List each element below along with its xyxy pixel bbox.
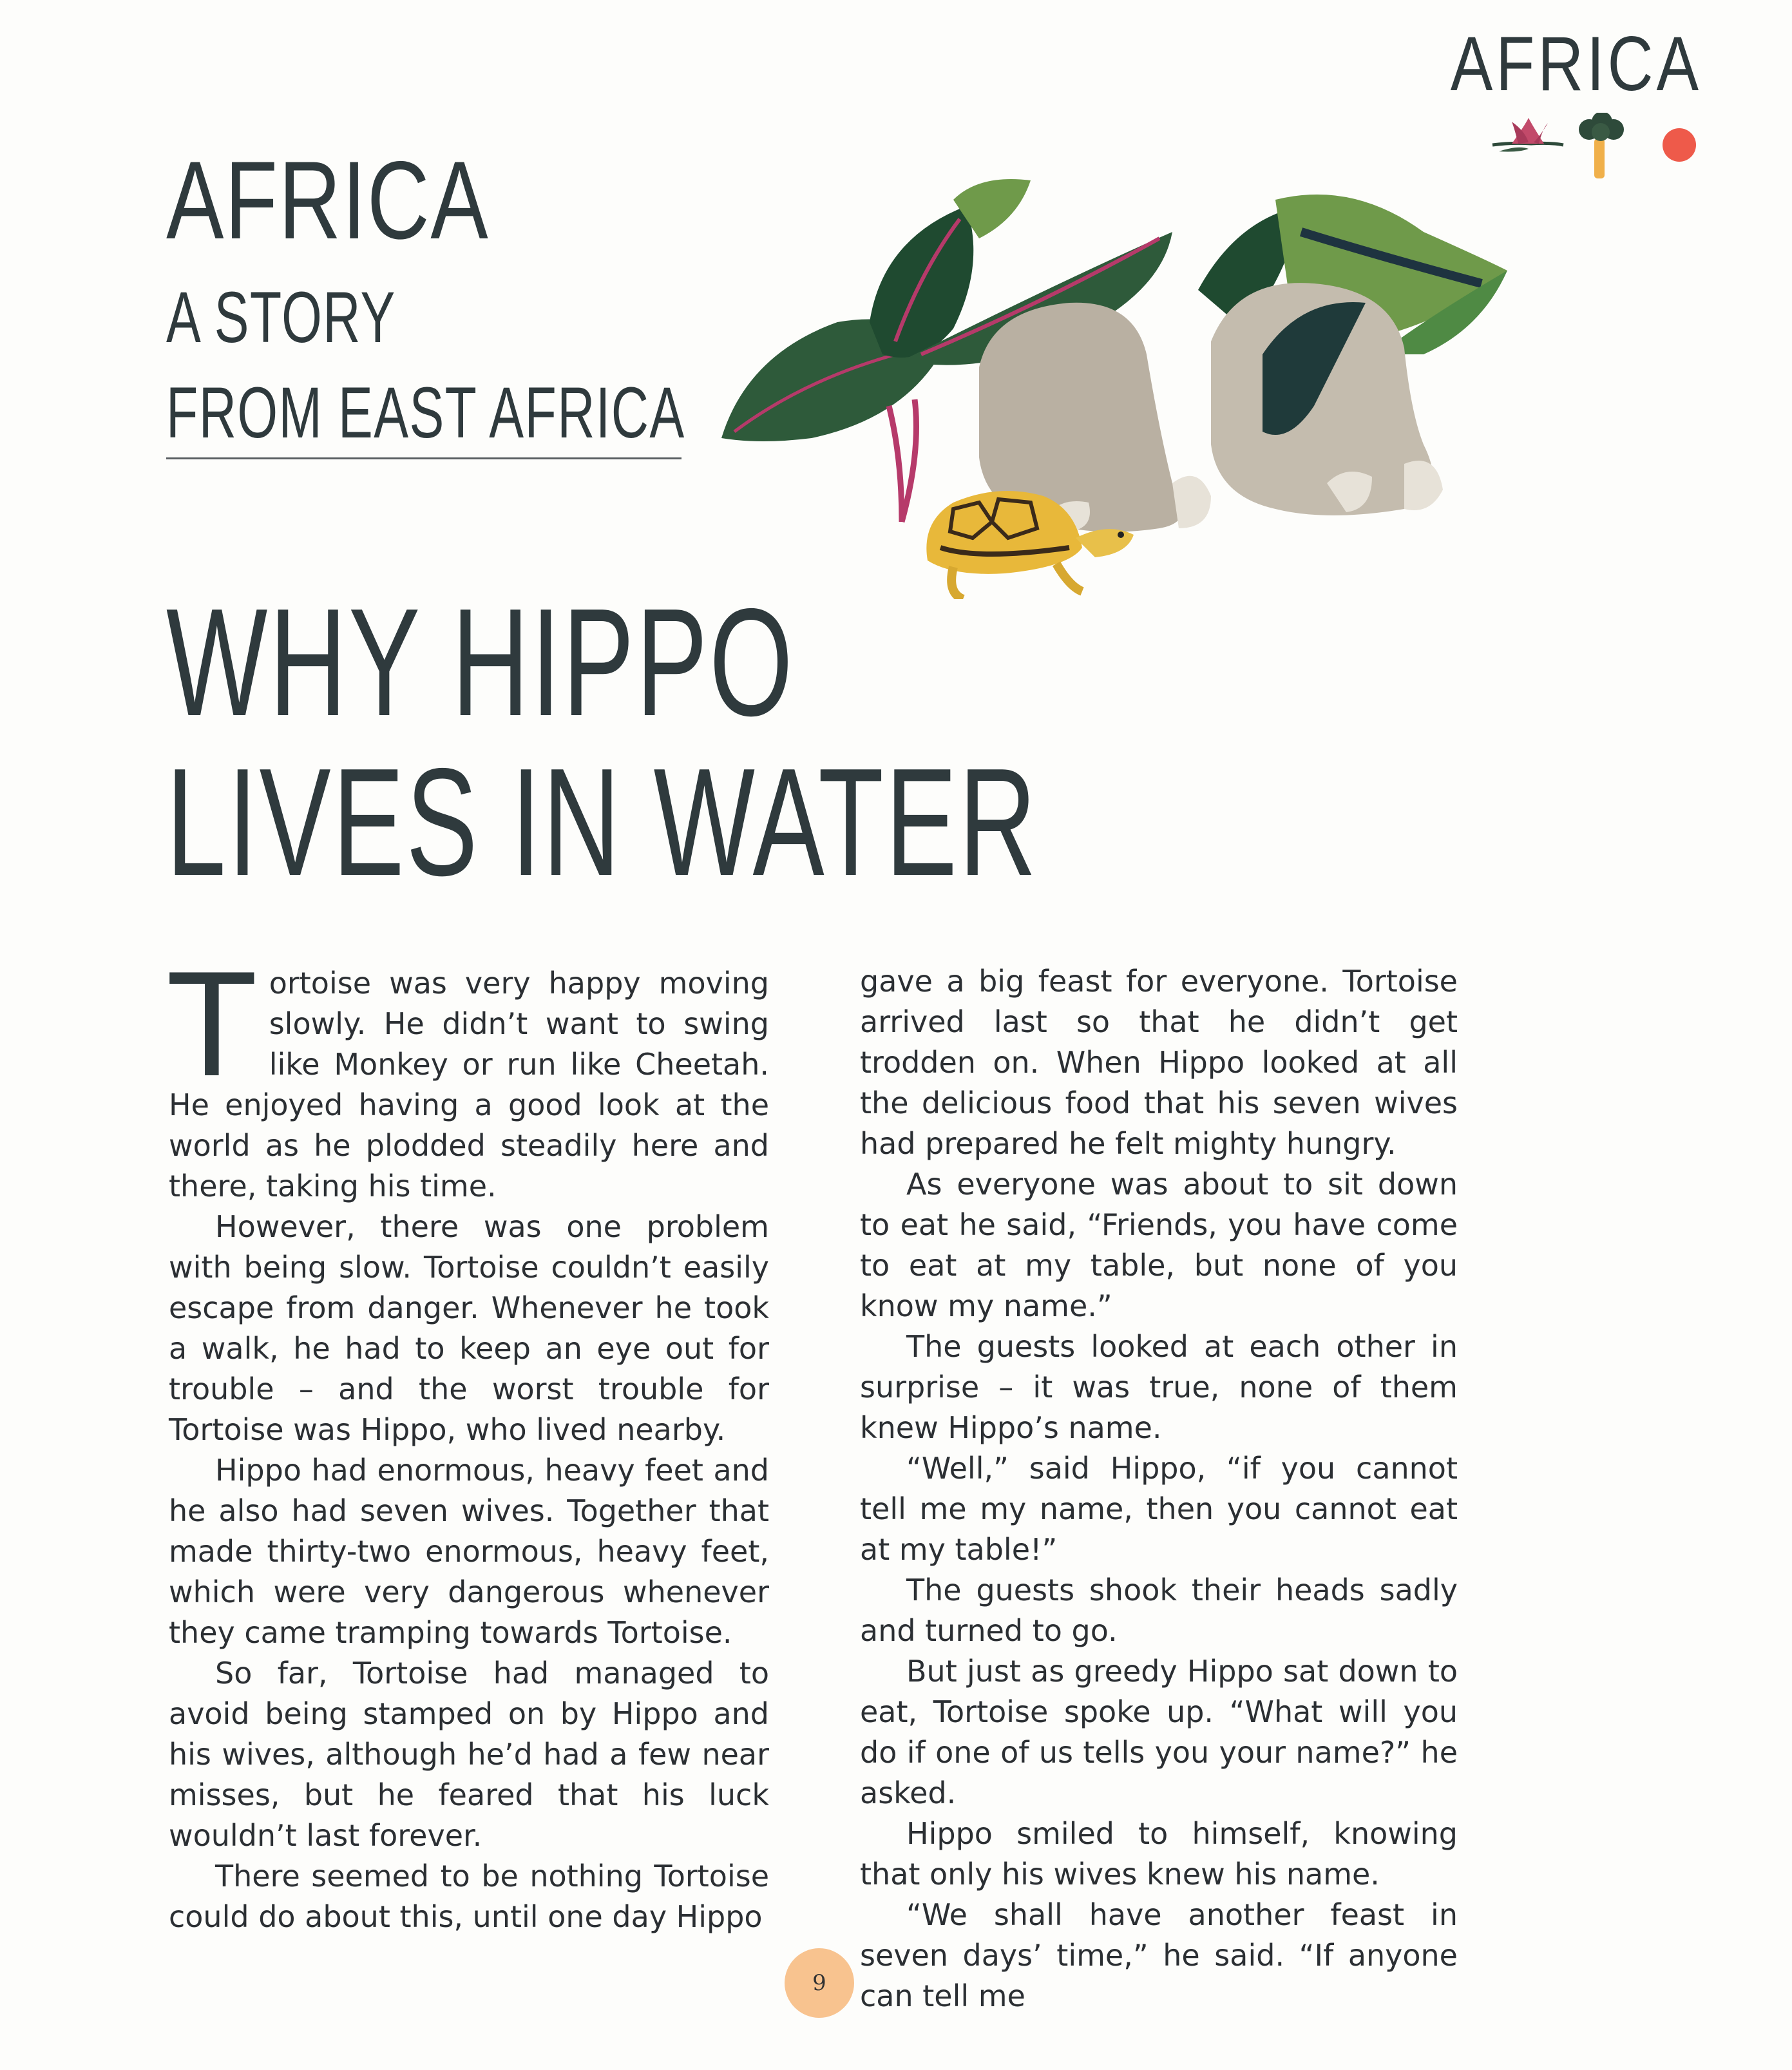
hippo-feet-tortoise-illustration (709, 161, 1559, 599)
story-title-line-2: LIVES IN WATER (166, 737, 1038, 908)
paragraph: The guests looked at each other in surprise – it was true, none of them knew Hippo’s name. (860, 1329, 1458, 1445)
paragraph (166, 941, 769, 1207)
flower-icon (1492, 118, 1563, 152)
story-header (166, 139, 685, 453)
paragraph: However, there was one problem with being slow. Tortoise couldn’t easily escape from danger. Whenever he took a walk, he had to keep an eye out for trouble – and the worst trouble for Tortoise was Hippo, who lived nearby. (169, 1209, 769, 1447)
paragraph: There seemed to be nothing Tortoise could do about this, until one day Hippo (169, 1859, 769, 1934)
tree-icon (1579, 113, 1624, 178)
story-title-line-1: WHY HIPPO (166, 577, 795, 748)
paragraph: “We shall have another feast in seven days’ time,” he said. “If anyone can tell me (860, 1897, 1458, 2013)
paragraph: Hippo had enormous, heavy feet and he also had seven wives. Together that made thirty-two enormous, heavy feet, which were very dangerous whenever they came tramping towards Tortoise. (169, 1453, 769, 1650)
corner-section-label: AFRICA (1450, 21, 1702, 107)
header-divider (166, 457, 682, 459)
sun-dot-icon (1663, 128, 1696, 162)
subtitle-line-2: FROM EAST AFRICA (166, 372, 685, 453)
paragraph-text: ortoise was very happy moving slowly. He didn’t want to swing like Monkey or run like Cheetah. He enjoyed having a good look at the world as he plodded steadily here and there, taking his time. (169, 966, 769, 1203)
paragraph: The guests shook their heads sadly and turned to go. (860, 1573, 1458, 1648)
hippo-feet (979, 283, 1443, 532)
page-number: 9 (785, 1948, 854, 2018)
paragraph: But just as greedy Hippo sat down to eat, Tortoise spoke up. “What will you do if one of us tells you your name?” he asked. (860, 1654, 1458, 1810)
drop-cap: T (166, 941, 258, 1107)
paragraph: Hippo smiled to himself, knowing that only his wives knew his name. (860, 1816, 1458, 1892)
left-text-column (166, 941, 769, 1937)
paragraph: “Well,” said Hippo, “if you cannot tell me my name, then you cannot eat at my table!” (860, 1451, 1458, 1567)
continent-title: AFRICA (166, 139, 490, 262)
paragraph: As everyone was about to sit down to eat he said, “Friends, you have come to eat at my table, but none of you know my name.” (860, 1167, 1458, 1323)
paragraph: So far, Tortoise had managed to avoid being stamped on by Hippo and his wives, although he’d had a few near misses, but he feared that his luck wouldn’t last forever. (169, 1656, 769, 1853)
right-text-column (860, 961, 1458, 2017)
story-title (166, 577, 1038, 908)
subtitle-line-1: A STORY (166, 277, 396, 358)
paragraph: gave a big feast for everyone. Tortoise arrived last so that he didn’t get trodden on. When Hippo looked at all the delicious food that his seven wives had prepared he felt mighty hungry. (860, 964, 1458, 1161)
